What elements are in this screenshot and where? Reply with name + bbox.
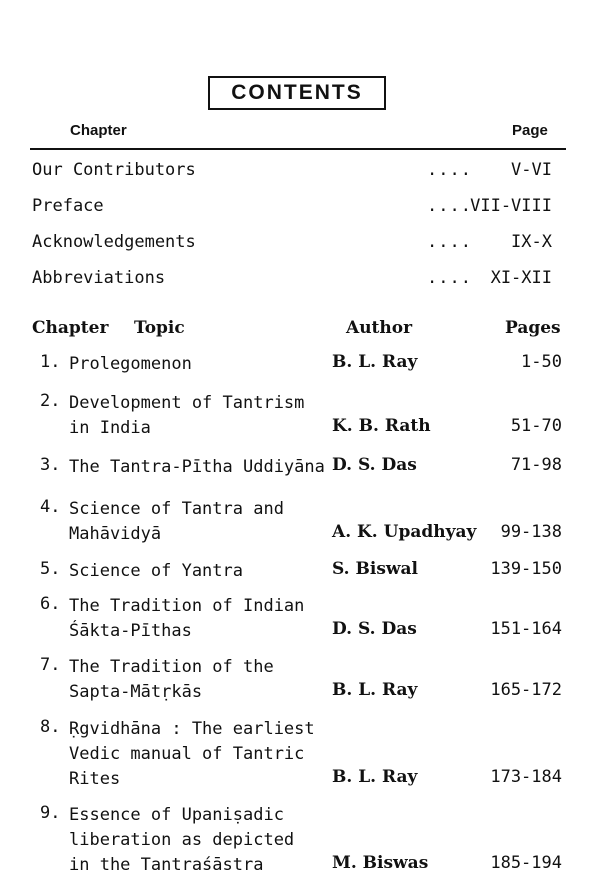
chapter-topic-line: Prolegomenon [69, 354, 192, 374]
topic-header: Topic [134, 318, 185, 338]
chapter-author: S. Biswal [332, 559, 419, 579]
front-matter-row [32, 268, 552, 292]
chapter-column-header: Chapter [70, 122, 127, 139]
chapter-number: 5. [40, 559, 61, 579]
front-matter-title: Abbreviations [32, 268, 166, 288]
front-matter-row [32, 160, 552, 184]
chapter-pages: 51-70 [510, 416, 562, 436]
author-header: Author [346, 318, 413, 338]
chapter-number: 8. [40, 717, 61, 737]
header-rule [30, 148, 566, 150]
chapter-author: B. L. Ray [332, 680, 418, 700]
chapter-topic-line: Sapta-Mātṛkās [69, 682, 203, 702]
leader-dots: .... [427, 268, 472, 288]
front-matter-page: IX-X [511, 232, 552, 252]
leader-dots: .... [427, 196, 472, 216]
front-matter-row [32, 232, 552, 256]
pages-header: Pages [505, 318, 561, 338]
chapter-topic-line: Vedic manual of Tantric [69, 744, 305, 764]
chapter-number: 7. [40, 655, 61, 675]
chapter-number: 6. [40, 594, 61, 614]
chapter-author: A. K. Upadhyay [332, 522, 477, 542]
chapter-header: Chapter [32, 318, 109, 338]
chapter-topic-line: Ṛgvidhāna : The earliest [69, 719, 315, 739]
chapter-topic-line: Science of Yantra [69, 561, 243, 581]
chapter-number: 3. [40, 455, 61, 475]
chapter-topic-line: Śākta-Pīthas [69, 621, 192, 641]
chapter-topic-line: in India [69, 418, 151, 438]
chapter-topic-line: The Tradition of Indian [69, 596, 305, 616]
chapter-topic-line: The Tantra-Pītha Uddiyāna [69, 457, 325, 477]
chapter-author: D. S. Das [332, 455, 417, 475]
leader-dots: .... [427, 160, 472, 180]
chapter-pages: 139-150 [490, 559, 562, 579]
chapter-number: 4. [40, 497, 61, 517]
front-matter-title: Our Contributors [32, 160, 196, 180]
chapter-topic-line: liberation as depicted [69, 830, 295, 850]
chapter-pages: 1-50 [521, 352, 562, 372]
chapter-author: D. S. Das [332, 619, 417, 639]
chapter-pages: 173-184 [490, 767, 562, 787]
chapter-number: 9. [40, 803, 61, 823]
front-matter-page: XI-XII [490, 268, 552, 288]
chapter-pages: 165-172 [490, 680, 562, 700]
contents-title: CONTENTS [208, 76, 386, 110]
front-matter-title: Acknowledgements [32, 232, 196, 252]
chapter-topic-line: in the Tantraśāstra [69, 855, 264, 875]
front-matter-page: VII-VIII [470, 196, 552, 216]
chapter-author: K. B. Rath [332, 416, 431, 436]
chapter-number: 1. [40, 352, 61, 372]
front-matter-row [32, 196, 552, 220]
chapter-topic-line: Rites [69, 769, 121, 789]
chapter-pages: 151-164 [490, 619, 562, 639]
chapter-number: 2. [40, 391, 61, 411]
chapter-topic-line: Development of Tantrism [69, 393, 305, 413]
page-column-header: Page [512, 122, 548, 139]
front-matter-page: V-VI [511, 160, 552, 180]
chapter-topic-line: Essence of Upaniṣadic [69, 805, 284, 825]
front-matter-title: Preface [32, 196, 104, 216]
chapter-pages: 99-138 [500, 522, 562, 542]
chapter-pages: 185-194 [490, 853, 562, 873]
chapter-topic-line: Mahāvidyā [69, 524, 162, 544]
chapter-author: B. L. Ray [332, 767, 418, 787]
leader-dots: .... [427, 232, 472, 252]
chapter-author: B. L. Ray [332, 352, 418, 372]
chapter-topic-line: Science of Tantra and [69, 499, 284, 519]
chapter-pages: 71-98 [510, 455, 562, 475]
chapter-author: M. Biswas [332, 853, 429, 873]
chapter-topic-line: The Tradition of the [69, 657, 274, 677]
